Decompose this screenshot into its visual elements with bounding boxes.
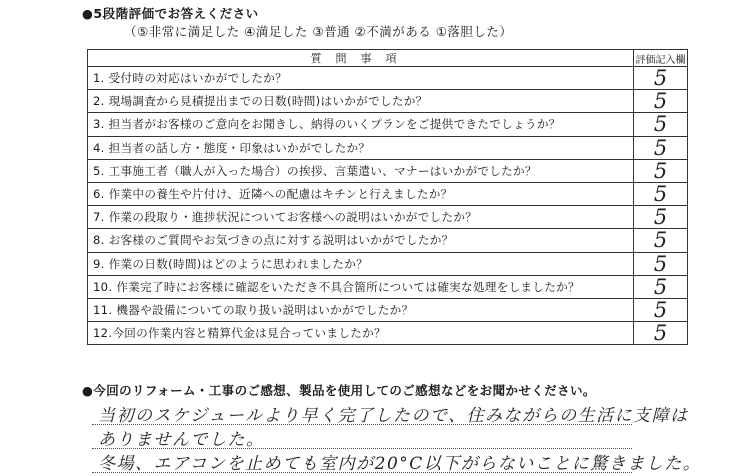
question-text: 10. 作業完了時にお客様に確認をいただき不具合箇所については確実な処理をしましたか？ (88, 275, 634, 298)
survey-row (88, 67, 688, 90)
handwritten-score: 5 (634, 159, 688, 182)
handwritten-score: 5 (634, 113, 688, 136)
handwritten-comment-line: 当初のスケジュールより早く完了したので、住みながらの生活に支障は (98, 406, 689, 426)
survey-row (88, 136, 688, 159)
question-text: 2. 現場調査から見積提出までの日数(時間)はいかがでしたか？ (88, 90, 634, 113)
question-text: 3. 担当者がお客様のご意向をお聞きし、納得のいくプランをご提供できたでしょうか？ (88, 113, 634, 136)
question-text: 11. 機器や設備についての取り扱い説明はいかがでしたか？ (88, 298, 634, 321)
survey-row (88, 229, 688, 252)
question-text: 5. 工事施工者（職人が入った場合）の挨拶、言葉遣い、マナーはいかがでしたか？ (88, 159, 634, 182)
survey-row (88, 298, 688, 321)
question-text: 9. 作業の日数(時間)はどのように思われましたか？ (88, 252, 634, 275)
survey-row (88, 159, 688, 182)
survey-row (88, 90, 688, 113)
handwritten-score: 5 (634, 136, 688, 159)
survey-table (87, 49, 688, 345)
survey-row (88, 113, 688, 136)
question-text: 8. お客様のご質問やお気づきの点に対する説明はいかがでしたか？ (88, 229, 634, 252)
handwritten-score: 5 (634, 252, 688, 275)
question-text: 6. 作業中の養生や片付け、近隣への配慮はキチンと行えましたか？ (88, 182, 634, 205)
handwritten-score: 5 (634, 67, 688, 90)
rating-instructions-title: ●5段階評価でお答えください (82, 6, 259, 21)
comments-title: ●今回のリフォーム・工事のご感想、製品を使用してのご感想などをお聞かせください。 (82, 383, 596, 398)
survey-row (88, 322, 688, 345)
handwritten-score: 5 (634, 206, 688, 229)
table-header-row (88, 50, 688, 67)
handwritten-score: 5 (634, 229, 688, 252)
question-text: 12.今回の作業内容と精算代金は見合っていましたか？ (88, 322, 634, 345)
handwritten-score: 5 (634, 298, 688, 321)
question-column-header: 質問事項 (88, 50, 634, 67)
survey-row (88, 275, 688, 298)
handwritten-comment-line: ありませんでした。 (98, 430, 265, 450)
question-text: 4. 担当者の話し方・態度・印象はいかがでしたか？ (88, 136, 634, 159)
rating-scale-legend: （⑤非常に満足した ④満足した ③普通 ②不満がある ①落胆した） (124, 24, 513, 39)
survey-row (88, 206, 688, 229)
score-column-header: 評価記入欄 (634, 50, 688, 67)
survey-row (88, 252, 688, 275)
handwritten-score: 5 (634, 90, 688, 113)
question-text: 1. 受付時の対応はいかがでしたか？ (88, 67, 634, 90)
handwritten-score: 5 (634, 322, 688, 345)
question-text: 7. 作業の段取り・進捗状況についてお客様への説明はいかがでしたか？ (88, 206, 634, 229)
handwritten-comment-line: 冬場、エアコンを止めても室内が20°C以下がらないことに驚きました。 (98, 454, 702, 474)
survey-row (88, 182, 688, 205)
handwritten-score: 5 (634, 275, 688, 298)
handwritten-score: 5 (634, 182, 688, 205)
